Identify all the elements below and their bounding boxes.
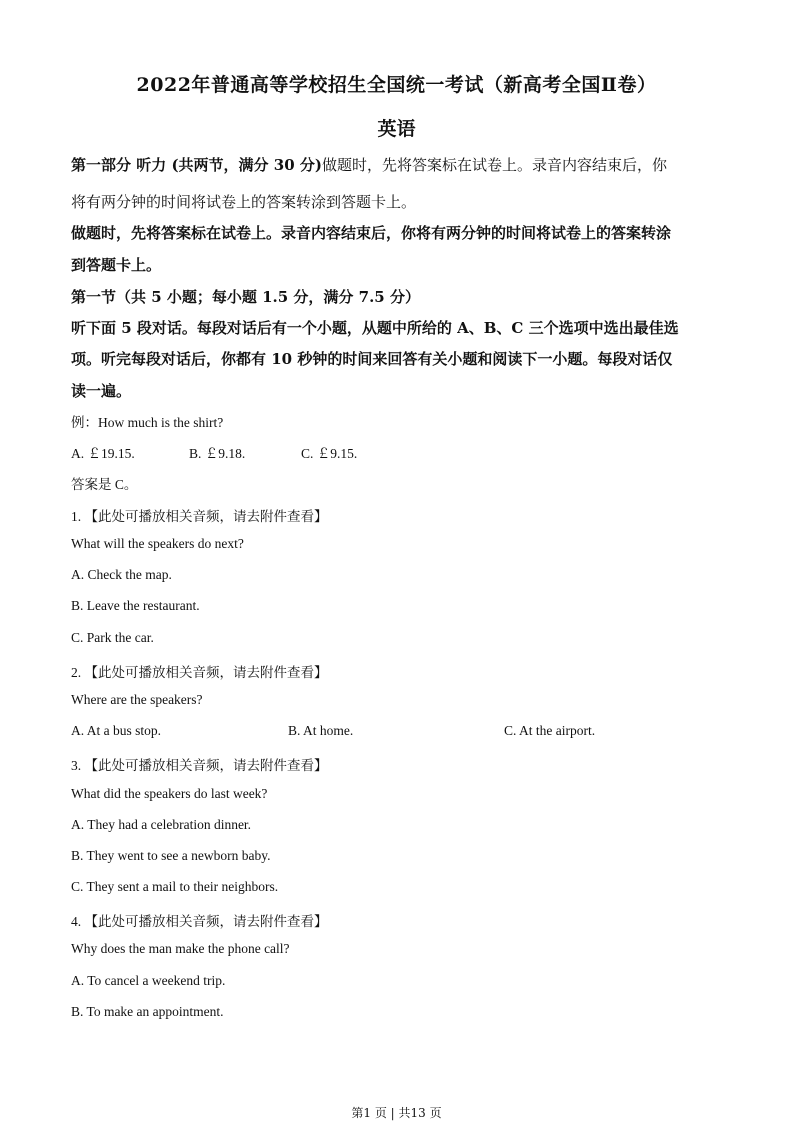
section1-line3: 读一遍。 bbox=[71, 382, 132, 400]
q3-audio-note: 3. 【此处可播放相关音频，请去附件查看】 bbox=[71, 758, 328, 773]
q1-option-a: A. Check the map. bbox=[71, 567, 172, 582]
q3-option-c: C. They sent a mail to their neighbors. bbox=[71, 879, 279, 894]
q4-option-a: A. To cancel a weekend trip. bbox=[71, 973, 226, 988]
part1-heading-bold: 第一部分 听力 (共两节，满分 30 分) bbox=[71, 156, 322, 174]
page-footer: 第1 页 | 共13 页 bbox=[351, 1106, 442, 1120]
example-option-c: C. ￡9.15. bbox=[301, 446, 358, 461]
q2-question: Where are the speakers? bbox=[71, 692, 203, 707]
q2-option-a: A. At a bus stop. bbox=[71, 723, 162, 738]
part1-heading-line2: 将有两分钟的时间将试卷上的答案转涂到答题卡上。 bbox=[71, 193, 417, 211]
q4-audio-note: 4. 【此处可播放相关音频，请去附件查看】 bbox=[71, 914, 328, 929]
instruction-line2: 到答题卡上。 bbox=[71, 256, 162, 274]
q3-question: What did the speakers do last week? bbox=[71, 786, 268, 801]
example-answer: 答案是 C。 bbox=[71, 477, 138, 492]
page-title: 2022年普通高等学校招生全国统一考试（新高考全国Ⅱ卷） bbox=[136, 74, 657, 96]
q2-audio-note: 2. 【此处可播放相关音频，请去附件查看】 bbox=[71, 665, 328, 680]
section1-line1: 听下面 5 段对话。每段对话后有一个小题，从题中所给的 A、B、C 三个选项中选出最佳选 bbox=[71, 319, 679, 337]
subject-title: 英语 bbox=[377, 118, 416, 140]
section1-heading: 第一节（共 5 小题；每小题 1.5 分，满分 7.5 分） bbox=[71, 288, 420, 306]
instruction-line1: 做题时，先将答案标在试卷上。录音内容结束后，你将有两分钟的时间将试卷上的答案转涂 bbox=[71, 224, 672, 242]
part1-heading-rest: 做题时，先将答案标在试卷上。录音内容结束后，你 bbox=[321, 156, 667, 174]
section1-line2: 项。听完每段对话后，你都有 10 秒钟的时间来回答有关小题和阅读下一小题。每段对话仅 bbox=[71, 350, 673, 368]
q1-option-c: C. Park the car. bbox=[71, 630, 154, 645]
q1-option-b: B. Leave the restaurant. bbox=[71, 598, 200, 613]
q4-question: Why does the man make the phone call? bbox=[71, 941, 290, 956]
example-question: 例：How much is the shirt? bbox=[71, 415, 224, 430]
example-option-b: B. ￡9.18. bbox=[189, 446, 246, 461]
q2-option-b: B. At home. bbox=[288, 723, 354, 738]
q1-audio-note: 1. 【此处可播放相关音频，请去附件查看】 bbox=[71, 509, 328, 524]
example-option-a: A. ￡19.15. bbox=[71, 446, 135, 461]
part1-heading bbox=[71, 154, 667, 175]
q3-option-b: B. They went to see a newborn baby. bbox=[71, 848, 271, 863]
q4-option-b: B. To make an appointment. bbox=[71, 1004, 224, 1019]
q1-question: What will the speakers do next? bbox=[71, 536, 244, 551]
q2-option-c: C. At the airport. bbox=[504, 723, 596, 738]
q3-option-a: A. They had a celebration dinner. bbox=[71, 817, 252, 832]
